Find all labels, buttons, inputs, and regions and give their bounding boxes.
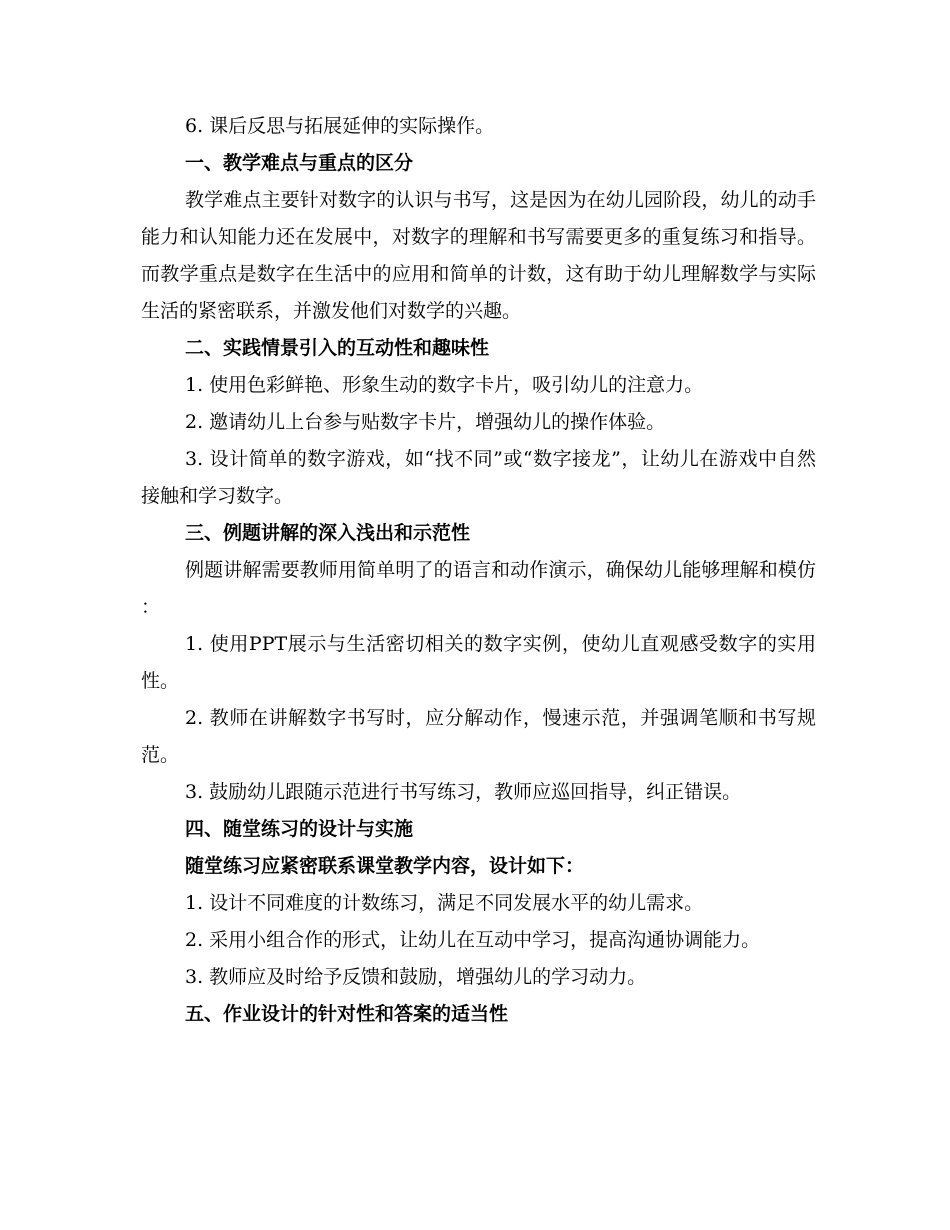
section-3-item-2: 2. 教师在讲解数字书写时，应分解动作，慢速示范，并强调笔顺和书写规范。 — [141, 707, 816, 766]
section-4-item-1: 1. 设计不同难度的计数练习，满足不同发展水平的幼儿需求。 — [185, 892, 704, 914]
section-4-item-2: 2. 采用小组合作的形式，让幼儿在互动中学习，提高沟通协调能力。 — [185, 929, 761, 951]
section-4-item-3: 3. 教师应及时给予反馈和鼓励，增强幼儿的学习动力。 — [185, 966, 647, 988]
section-3-item-3: 3. 鼓励幼儿跟随示范进行书写练习，教师应巡回指导，纠正错误。 — [185, 781, 742, 803]
section-2-item-3: 3. 设计简单的数字游戏，如“找不同”或“数字接龙”，让幼儿在游戏中自然接触和学习数字。 — [141, 448, 816, 507]
section-heading-4: 四、随堂练习的设计与实施 — [185, 818, 414, 840]
section-2-item-2: 2. 邀请幼儿上台参与贴数字卡片，增强幼儿的操作体验。 — [185, 411, 666, 433]
document-page — [141, 108, 816, 1033]
list-item-reflection: 6. 课后反思与拓展延伸的实际操作。 — [185, 115, 495, 137]
section-2-item-1: 1. 使用色彩鲜艳、形象生动的数字卡片，吸引幼儿的注意力。 — [185, 374, 704, 396]
section-heading-1: 一、教学难点与重点的区分 — [185, 152, 414, 174]
section-1-body: 教学难点主要针对数字的认识与书写，这是因为在幼儿园阶段，幼儿的动手能力和认知能力还在发展中，对数字的理解和书写需要更多的重复练习和指导。而教学重点是数字在生活中的应用和简单的计数，这有助于幼儿理解数学与实际生活的紧密联系，并激发他们对数学的兴趣。 — [141, 189, 816, 322]
section-heading-5: 五、作业设计的针对性和答案的适当性 — [185, 1003, 509, 1025]
section-4-intro: 随堂练习应紧密联系课堂教学内容，设计如下： — [185, 855, 585, 877]
section-heading-3: 三、例题讲解的深入浅出和示范性 — [185, 522, 471, 544]
section-heading-2: 二、实践情景引入的互动性和趣味性 — [185, 337, 490, 359]
section-3-intro: 例题讲解需要教师用简单明了的语言和动作演示，确保幼儿能够理解和模仿： — [141, 559, 816, 618]
section-3-item-1: 1. 使用PPT展示与生活密切相关的数字实例，使幼儿直观感受数字的实用性。 — [141, 633, 816, 692]
